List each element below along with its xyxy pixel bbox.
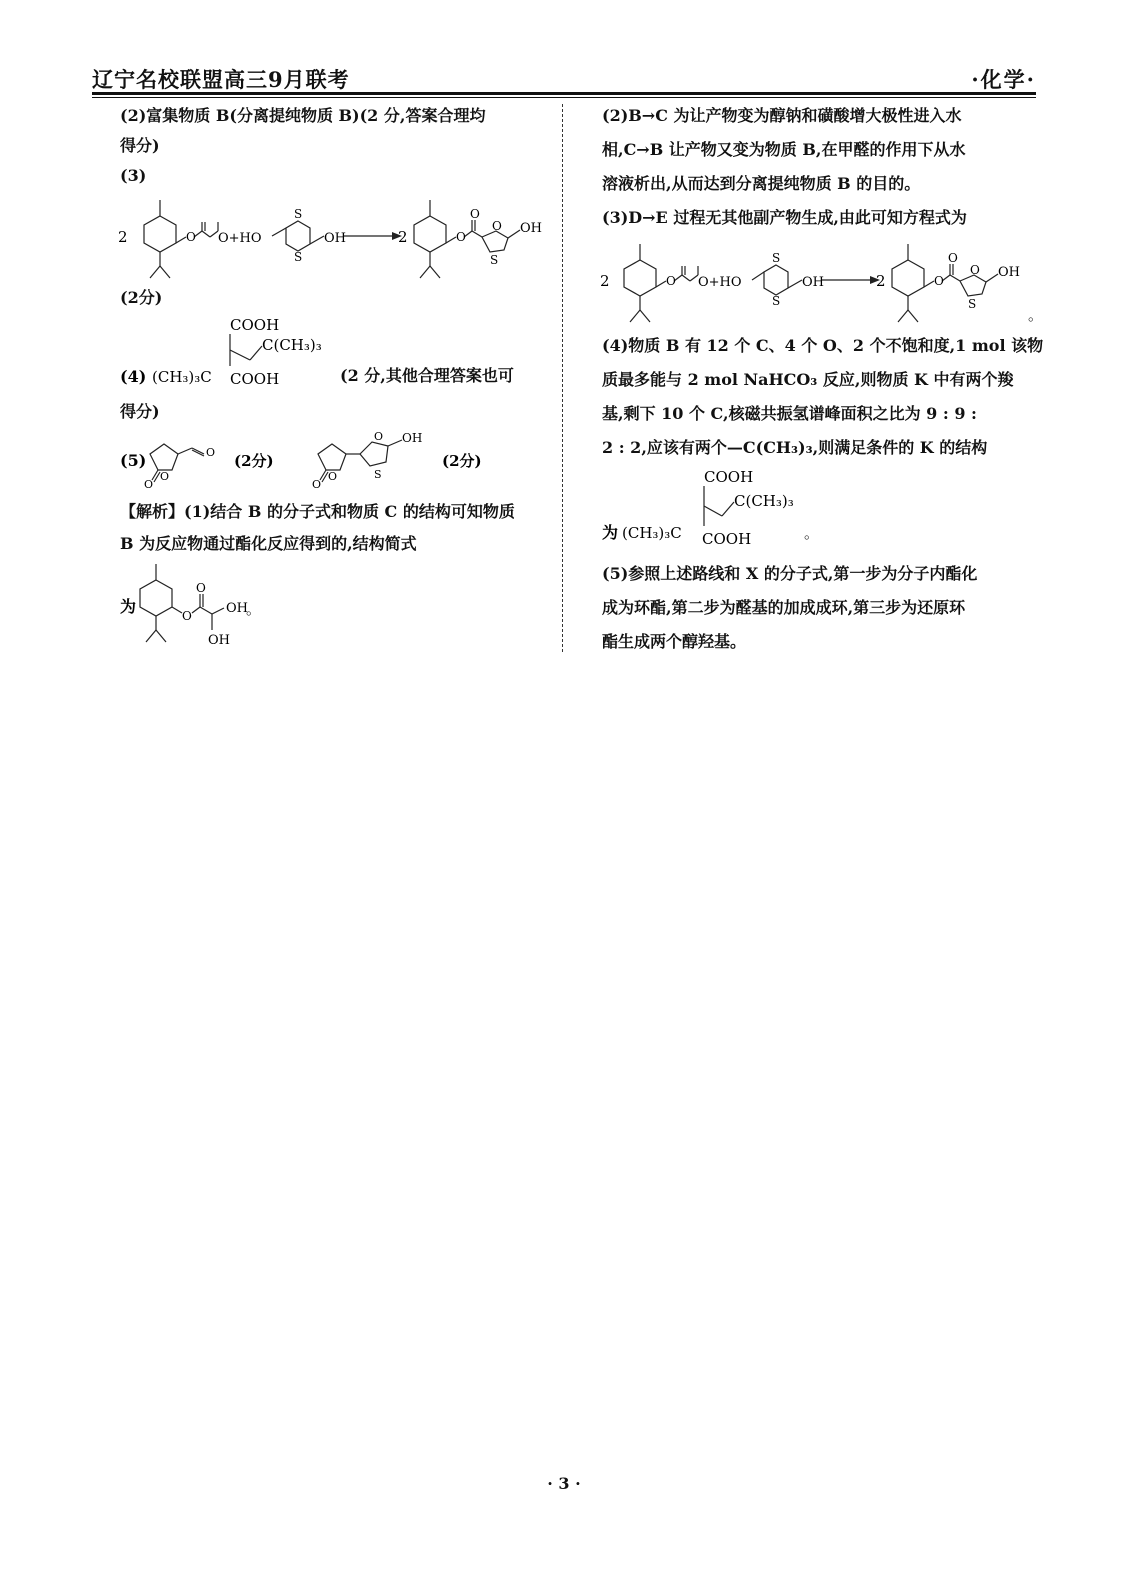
- k-wei: 为: [602, 523, 619, 542]
- q5-ring-o1: O: [160, 470, 170, 483]
- analysis-p4-line4: 2 : 2,应该有两个—C(CH₃)₃,则满足条件的 K 的结构: [602, 438, 988, 457]
- q3-oh-right: OH: [520, 221, 542, 236]
- right-ho-label: O+HO: [698, 275, 742, 290]
- analysis-oh1: OH: [226, 601, 248, 616]
- q4-score: (2 分,其他合理答案也可: [340, 366, 514, 385]
- q5-oh: OH: [402, 431, 423, 445]
- q4-cooh-top: COOH: [230, 316, 280, 334]
- analysis-p4-line1: (4)物质 B 有 12 个 C、4 个 O、2 个不饱和度,1 mol 该物: [602, 336, 1044, 355]
- q3-coef-right: 2: [398, 228, 408, 246]
- analysis-p2-line3: 溶液析出,从而达到分离提纯物质 B 的目的。: [602, 174, 921, 193]
- analysis-p3-line1: (3)D→E 过程无其他副产物生成,由此可知方程式为: [602, 208, 967, 227]
- q5-ring-s: S: [374, 468, 382, 481]
- q3-coef-left: 2: [118, 228, 128, 246]
- q3-label: (3): [120, 166, 147, 185]
- k-cme3-left: (CH₃)₃C: [622, 524, 682, 542]
- q5-ald-o: O: [206, 446, 216, 459]
- page-header: [92, 62, 1036, 94]
- q5-label: (5): [120, 451, 147, 470]
- analysis-structure-b: [112, 558, 332, 654]
- q3-o-right: O: [456, 230, 466, 244]
- analysis-p4-line2: 质最多能与 2 mol NaHCO₃ 反应,则物质 K 中有两个羧: [602, 370, 1014, 389]
- q4-cme3-left: (CH₃)₃C: [152, 368, 212, 386]
- q5-keto-o2: O: [312, 478, 322, 490]
- analysis-line2: B 为反应物通过酯化反应得到的,结构简式: [120, 534, 417, 553]
- analysis-wei: 为: [120, 597, 137, 616]
- k-cooh-top: COOH: [704, 468, 754, 486]
- q5-ring-o2: O: [328, 470, 338, 483]
- right-s-ring: S: [968, 297, 977, 311]
- right-coef-left: 2: [600, 272, 610, 290]
- q3-reaction-scheme: [112, 186, 560, 286]
- page-number: · 3 ·: [547, 1474, 581, 1493]
- q5-score-1: (2分): [234, 452, 274, 470]
- q2-answer-line1: (2)富集物质 B(分离提纯物质 B)(2 分,答案合理均: [120, 106, 486, 125]
- column-divider: [562, 104, 563, 652]
- subject-label: ·化学·: [971, 67, 1036, 92]
- right-oh-right: OH: [998, 265, 1020, 280]
- k-cme3-right: C(CH₃)₃: [734, 492, 794, 510]
- right-o-right: O: [934, 274, 944, 288]
- q3-ho-label: O+HO: [218, 231, 262, 246]
- q3-s-ring: S: [490, 253, 499, 267]
- q3-o-carbonyl: O: [470, 207, 480, 221]
- right-o-carbonyl: O: [948, 251, 958, 265]
- q5-score-2: (2分): [442, 452, 482, 470]
- analysis-p4-line3: 基,剩下 10 个 C,核磁共振氢谱峰面积之比为 9 : 9 :: [602, 404, 977, 423]
- q4-label: (4): [120, 367, 147, 386]
- analysis-p5-line1: (5)参照上述路线和 X 的分子式,第一步为分子内酯化: [602, 564, 978, 583]
- analysis-o1: O: [182, 609, 192, 623]
- analysis-p5-line2: 成为环酯,第二步为醛基的加成成环,第三步为还原环: [602, 598, 966, 617]
- analysis-line1: [120, 502, 515, 522]
- analysis-text1: (1)结合 B 的分子式和物质 C 的结构可知物质: [184, 502, 515, 521]
- q3-s-bottom: S: [294, 250, 303, 264]
- analysis-oh2: OH: [208, 633, 230, 648]
- analysis-o2: O: [196, 581, 206, 595]
- analysis-period: 。: [246, 600, 262, 618]
- k-cooh-bottom: COOH: [702, 530, 752, 548]
- exam-title: 辽宁名校联盟高三9月联考: [92, 67, 350, 92]
- right-scheme-period: 。: [1028, 306, 1044, 324]
- d-to-e-reaction-scheme: [594, 232, 1044, 326]
- right-o-ring: O: [970, 263, 980, 277]
- q5-structures: [112, 426, 542, 490]
- k-period: 。: [804, 524, 820, 542]
- q3-o-left: O: [186, 230, 196, 244]
- q5-ring-o3: O: [374, 430, 384, 443]
- q3-s-top: S: [294, 207, 303, 221]
- q3-o-ring: O: [492, 219, 502, 233]
- k-structure: [594, 464, 854, 550]
- analysis-p2-line2: 相,C→B 让产物又变为物质 B,在甲醛的作用下从水: [602, 140, 966, 159]
- q5-keto-o1: O: [144, 478, 154, 490]
- header-rule: [92, 92, 1036, 95]
- header-rule-thin: [92, 97, 1036, 98]
- analysis-p5-line3: 酯生成两个醇羟基。: [602, 632, 747, 651]
- analysis-tag: 【解析】: [120, 502, 185, 521]
- analysis-p2-line1: (2)B→C 为让产物变为醇钠和磺酸增大极性进入水: [602, 106, 962, 125]
- q4-cooh-bottom: COOH: [230, 370, 280, 388]
- right-coef-right: 2: [876, 272, 886, 290]
- right-o-left: O: [666, 274, 676, 288]
- q3-score: (2分): [120, 288, 163, 307]
- right-s-bottom: S: [772, 294, 781, 308]
- right-oh-left: OH: [802, 275, 824, 290]
- q4-cme3-right: C(CH₃)₃: [262, 336, 322, 354]
- right-s-top: S: [772, 251, 781, 265]
- q4-answer-line2: 得分): [120, 402, 160, 421]
- q3-oh-left: OH: [324, 231, 346, 246]
- q2-answer-line2: 得分): [120, 136, 160, 155]
